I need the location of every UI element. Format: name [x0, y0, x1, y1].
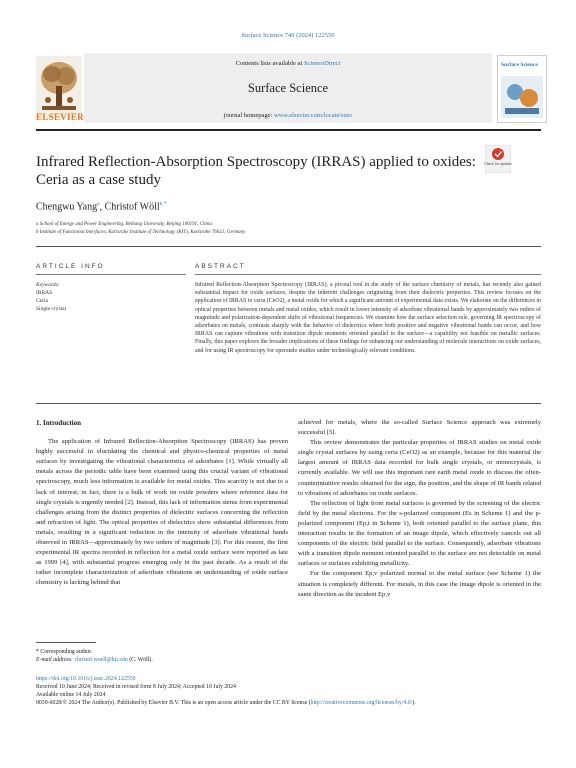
section-rule [36, 403, 541, 404]
journal-homepage-line [84, 112, 492, 119]
check-for-updates-label[interactable]: Check for updates [484, 162, 512, 166]
author-name[interactable]: Chengwu Yang [36, 201, 98, 213]
abstract-heading: ABSTRACT [195, 263, 246, 270]
license-suffix: ). [412, 700, 416, 706]
email-suffix: (C. Wöll). [127, 657, 153, 663]
cover-art [501, 76, 543, 118]
header-rule [36, 129, 541, 131]
publication-info [36, 675, 541, 707]
keyword: Single crystal [36, 306, 67, 312]
email-note [36, 656, 153, 664]
section-rule [36, 246, 541, 247]
check-for-updates-icon[interactable] [485, 145, 511, 173]
body-paragraph: The application of Infrared Reflection-Absorption Spectroscopy (IRRAS) has proven highly successful in elucidating the chemical and physico-chemical properties of metal surfaces by investigating the vibrational characteristics of adsorbates [1]. While virtually all metals across the periodic table have been examined using this crucial variant of vibrational spectroscopy, much less information is available for metal oxides. This scarcity is not due to a lack of interest; in fact, there is a bulk of work on oxide powders where reference data for single crystals is urgently needed [2]. Instead, this lack of information stems from experimental challenges arising from the distinct properties of dielectric surfaces concerning the reflection and refraction of light. The optical properties of dielectrics show substantial differences from metals, resulting in a significant reduction in the intensity of adsorbate vibrational bands observed in IRRAS—approximately by two orders of magnitude [3]. For this reason, the first experimental IR spectra recorded in reflection for a metal oxide surface were reported as late as 1999 [4], with substantial progress emerging only in the past decade. As a result of the rather incomplete characterization of adsorbate vibrations an understanding of oxide surface chemistry is lacking behind that [36, 438, 288, 587]
license-line [36, 699, 541, 707]
affiliation: b Institute of Functional Interfaces, Karlsruhe Institute of Technology (KIT), Karlsruhe 76021, Germany [36, 230, 246, 235]
publisher-name: ELSEVIER [36, 112, 84, 122]
elsevier-tree-logo [36, 56, 82, 118]
email-label: E-mail address: [36, 657, 75, 663]
available-online: Available online 14 July 2024 [36, 692, 106, 698]
section-heading: 1. Introduction [36, 419, 81, 427]
abstract-rule [195, 274, 541, 275]
homepage-prefix: journal homepage: [223, 112, 274, 119]
contents-prefix: Contents lists available at [235, 60, 304, 67]
journal-title: Surface Science [247, 81, 329, 95]
homepage-link[interactable]: www.elsevier.com/locate/susc [273, 112, 353, 119]
received-dates: Received 10 June 2024; Received in revised form 8 July 2024; Accepted 10 July 2024 [36, 684, 236, 690]
keywords-heading: Keywords: [36, 282, 60, 288]
author-affiliation-marker[interactable]: a [97, 201, 100, 207]
cover-title: Surface Science [501, 62, 538, 68]
article-info-rule [36, 274, 186, 275]
body-paragraph: The reflection of light from metal surfaces is governed by the screening of the electric field by the metal electrons. For the s-polarized component (Es in Scheme 1) and the p-polarized component (Ep,t in Scheme 1), both oriented parallel to the surface plane, this interaction results in the formation of an image dipole, which effectively cancels out all components of the electric field parallel to the surface. Consequently, adsorbate vibrations with a transition dipole moment oriented parallel to the surface are not detectable on metal surfaces or surfaces exhibiting metallicity. [298, 499, 541, 568]
footnotes [36, 648, 153, 664]
body-paragraph: This review demonstrates the particular properties of IRRAS studies on metal oxide single crystal surfaces by using ceria (CeO2) as an example, because for this material the largest amount of IRRAS data recorded for bulk single crystals, or monocrystals, is currently available. We will use this important rare earth metal oxide to discuss the often-counterintuitive results obtained for the sign, the position, and the shape of IR bands related to vibrations of adsorbates on oxide surfaces. [298, 439, 541, 497]
affiliation: a School of Energy and Power Engineering, Beihang University, Beijing 100191, China [36, 222, 212, 227]
email-link[interactable]: christof.woell@kit.edu [74, 657, 128, 663]
keyword: IRRAS [36, 290, 53, 296]
author-affiliation-marker[interactable]: b,* [159, 201, 167, 207]
license-prefix: 0039-6028/© 2024 The Author(s). Published by Elsevier B.V. This is an open access article under the CC BY license ( [36, 700, 311, 706]
journal-reference[interactable]: Surface Science 749 (2024) 122550 [241, 32, 335, 39]
article-info-heading: ARTICLE INFO [36, 263, 105, 270]
corresponding-author-note: * Corresponding author. [36, 649, 93, 655]
body-column-right [298, 418, 541, 600]
keyword: Ceria [36, 298, 48, 304]
sciencedirect-link[interactable]: ScienceDirect [303, 60, 341, 67]
author-name[interactable]: Christof Wöll [104, 201, 160, 213]
keywords-block [36, 281, 66, 313]
footnote-rule [36, 642, 96, 643]
abstract-text: Infrared Reflection-Absorption Spectroscopy (IRRAS), a pivotal tool in the study of the surface chemistry of metals, has recently also gained substantial impact for oxide surfaces, despite the inherent challenges originating from their dielectric properties. This review focuses on the application of IRRAS to ceria (CeO2), a metal oxide for which a significant amount of experimental data exists. We elaborate on the differences in optical properties between metals and metal oxides, which result in lower intensity of adsorbate vibrational bands by approximately two orders of magnitude and polarization-dependent shifts of vibrational frequencies. We examine how the surface selection rule, governing IR spectroscopy of adsorbates on metals, contrasts sharply with the behavior of dielectrics where both positive and negative vibrational bands can occur, and how IRRAS can capture vibrations with transition dipole moments oriented parallel to the surface—a capability not feasible on metallic surfaces. Finally, this paper explores the broader implications of these findings for enhancing our understanding of molecule interactions on oxide surfaces, and for using IR spectroscopy for operando studies under technologically relevant conditions. [195, 282, 541, 354]
article-title: Infrared Reflection-Absorption Spectroscopy (IRRAS) applied to oxides: Ceria as a case study [36, 154, 476, 188]
contents-line [84, 60, 492, 67]
body-column-left [36, 418, 288, 589]
body-paragraph: achieved for metals, where the so-called Surface Science approach was extremely successful [5]. [298, 419, 541, 437]
author-list [36, 201, 167, 212]
author-separator: , [99, 201, 105, 213]
body-paragraph: For the component Ep,v polarized normal to the metal surface (see Scheme 1) the situation is completely different. For metals, in this case the image dipole is oriented in the same direction as the incident Ep,v [298, 570, 541, 598]
journal-cover-thumbnail[interactable] [497, 55, 547, 123]
doi-link[interactable]: https://doi.org/10.1016/j.susc.2024.122550 [36, 676, 136, 682]
license-link[interactable]: http://creativecommons.org/licenses/by/4.0/ [310, 700, 413, 706]
